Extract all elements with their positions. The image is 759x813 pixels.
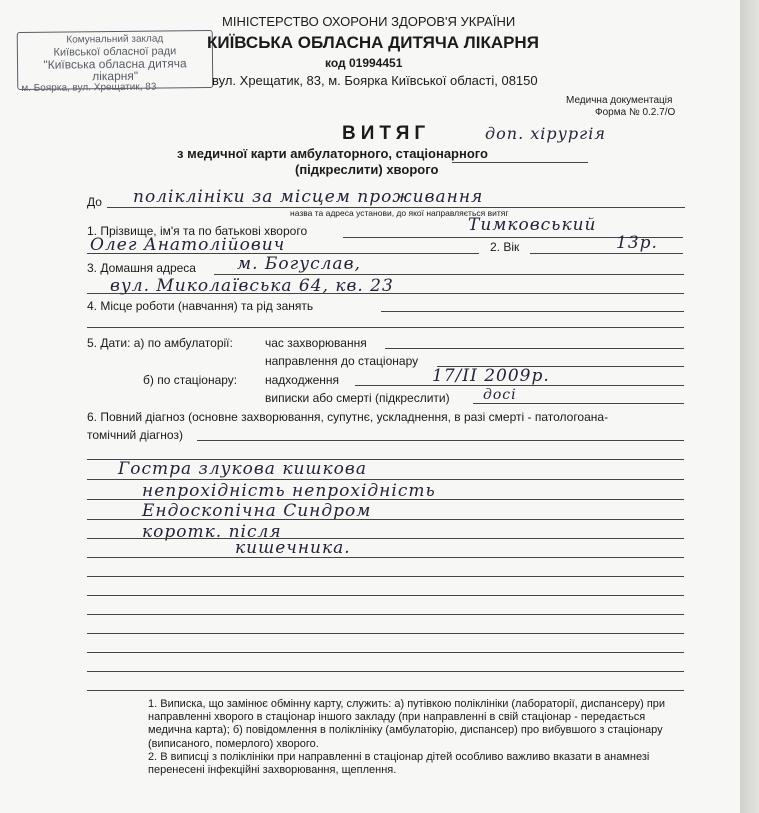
document-title: ВИТЯГ <box>342 123 431 144</box>
address-value-1: м. Богуслав, <box>237 254 361 274</box>
ruled-line <box>87 519 684 520</box>
diagnosis-label-1: 6. Повний діагноз (основне захворювання, супутнє, ускладнення, в разі смерті - патологоана- <box>87 410 609 424</box>
ruled-line <box>87 479 684 480</box>
name-label: 1. Прізвище, ім'я та по батькові хворого <box>87 224 308 238</box>
admission-line <box>355 385 684 386</box>
footnotes <box>148 698 688 777</box>
surname-value: Тимковський <box>468 215 597 235</box>
footnote-1: 1. Виписка, що замінює обмінну карту, служить: а) путівкою поліклініки (лабораторії, диспансеру) при направленні хворого в стаціонар іншого закладу (при направленні в свій стаціонар - передається медична карта); б) повідомлення в поліклініку (амбулаторію, диспансер) про вибувшого з стаціонару (виписаного, померлого) хворого. <box>148 698 666 750</box>
ruled-line <box>87 499 684 500</box>
inpatient-label: б) по стаціонару: <box>143 373 238 387</box>
stamp-line-3: "Київська обласна дитяча <box>43 56 187 72</box>
ruled-line <box>87 671 684 672</box>
stamp-line-5: м. Боярка, вул. Хрещатик, 83 <box>21 81 157 94</box>
institution-stamp <box>17 30 214 94</box>
discharge-line <box>473 403 684 404</box>
diagnosis-line-0 <box>197 440 684 441</box>
discharge-label: виписки або смерті (підкреслити) <box>265 391 450 405</box>
scan-edge <box>740 0 759 813</box>
diagnosis-text-1: Гостра злукова кишкова <box>118 459 367 479</box>
diagnosis-text-5: кишечника. <box>235 538 351 558</box>
diagnosis-text-2: непрохідність непрохідність <box>142 481 436 501</box>
admission-value: 17/ІІ 2009р. <box>432 366 550 386</box>
ruled-line <box>87 557 684 558</box>
admission-label: надходження <box>265 373 340 387</box>
doc-type: Медична документація <box>566 95 673 106</box>
dates-label: 5. Дати: а) по амбулаторії: <box>87 336 233 350</box>
age-value: 13р. <box>616 233 658 253</box>
address-line-1 <box>214 274 684 275</box>
handwritten-department: доп. хірургія <box>485 124 606 143</box>
ruled-line <box>87 576 684 577</box>
diagnosis-text-3: Ендоскопічна Синдром <box>142 501 372 521</box>
address-value-2: вул. Миколаївська 64, кв. 23 <box>110 276 394 296</box>
hospital-code: код 01994451 <box>325 56 403 70</box>
work-label: 4. Місце роботи (навчання) та рід занять <box>87 299 314 313</box>
name-value: Олег Анатолійович <box>90 235 286 255</box>
ruled-line <box>87 595 684 596</box>
stationary-underline <box>452 162 588 163</box>
stamp-line-2: Київської обласної ради <box>53 45 177 59</box>
address-label: 3. Домашня адреса <box>87 261 196 275</box>
stamp-line-4: лікарня" <box>92 68 139 84</box>
diagnosis-text-4: коротк. після <box>142 522 282 542</box>
ruled-line <box>87 538 684 539</box>
to-label: До <box>87 195 102 209</box>
hospital-address: вул. Хрещатик, 83, м. Боярка Київської області, 08150 <box>212 73 538 88</box>
age-line <box>530 253 683 254</box>
discharge-value: досі <box>483 387 517 403</box>
ruled-line <box>87 459 684 460</box>
to-value: поліклініки за місцем проживання <box>133 187 484 207</box>
hospital-name: КИЇВСЬКА ОБЛАСНА ДИТЯЧА ЛІКАРНЯ <box>207 33 539 52</box>
to-hint: назва та адреса установи, до якої направляється витяг <box>290 208 509 218</box>
ministry-header: МІНІСТЕРСТВО ОХОРОНИ ЗДОРОВ'Я УКРАЇНИ <box>222 14 516 29</box>
illness-label: час захворювання <box>265 336 367 350</box>
work-line-1 <box>381 311 684 312</box>
ruled-line <box>87 652 684 653</box>
footnote-2: 2. В виписці з поліклініки при направленні в стаціонар дітей особливо важливо вказати в анамнезі перенесені інфекційні захворювання, щеплення. <box>148 750 650 777</box>
title-line-3: (підкреслити) хворого <box>295 162 439 177</box>
ruled-line <box>87 690 684 691</box>
illness-line <box>385 348 684 349</box>
form-number: Форма № 0.2.7/О <box>595 107 676 118</box>
referral-label: направлення до стаціонару <box>265 354 419 368</box>
address-line-2 <box>87 293 684 294</box>
ruled-line <box>87 614 684 615</box>
ruled-line <box>87 633 684 634</box>
title-line-2: з медичної карти амбулаторного, стаціонарного <box>177 146 488 161</box>
age-label: 2. Вік <box>490 240 520 254</box>
stamp-line-1: Комунальний заклад <box>66 33 164 46</box>
work-line-2 <box>87 327 684 328</box>
diagnosis-label-2: томічний діагноз) <box>87 428 183 442</box>
